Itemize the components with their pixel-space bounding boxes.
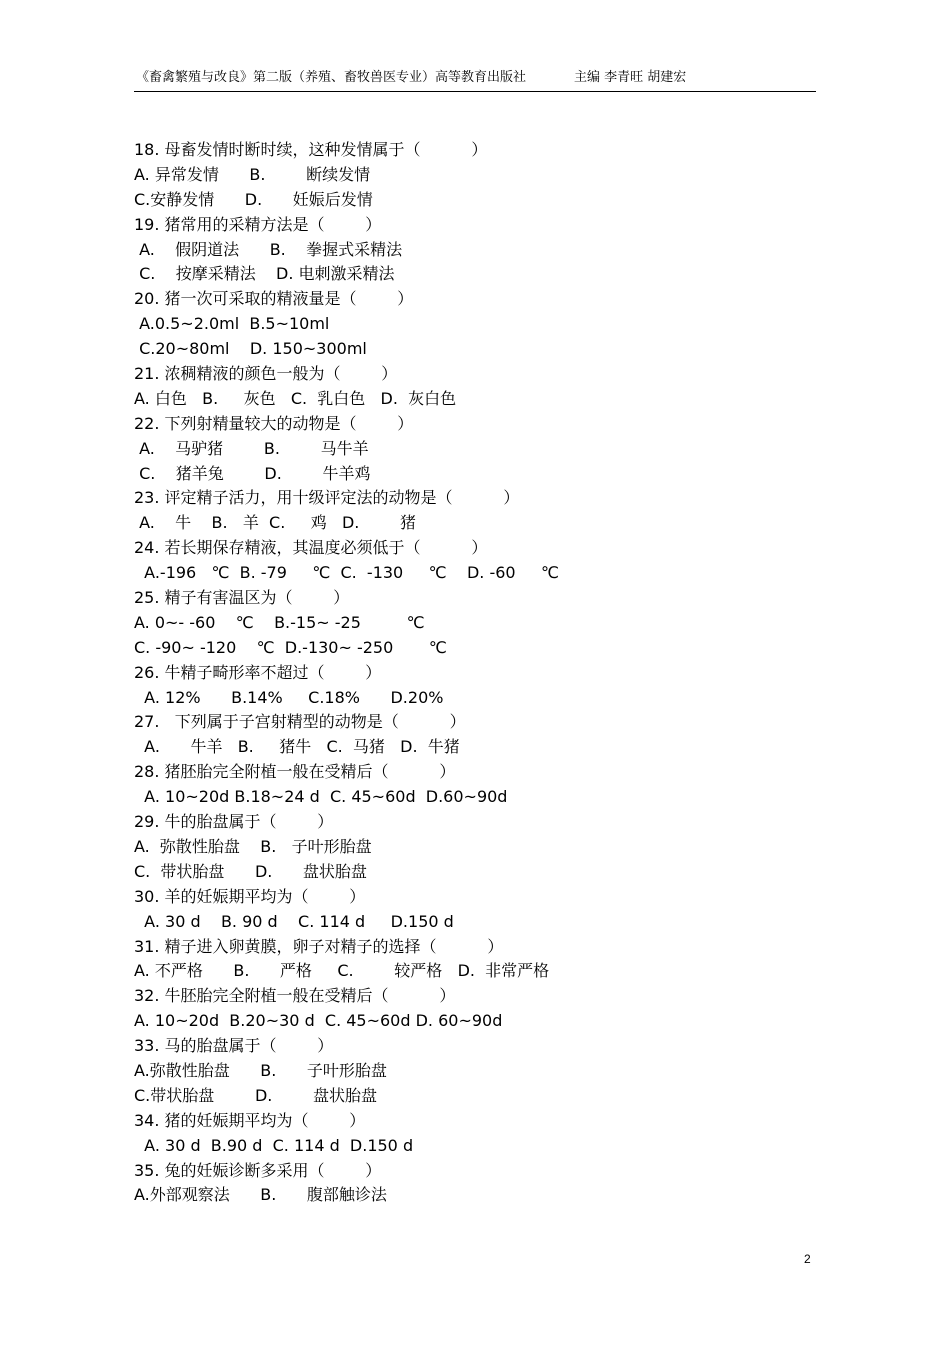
- option-line: A. 马驴猪 B. 马牛羊: [134, 438, 369, 458]
- question-line: 26. 牛精子畸形率不超过（ ）: [134, 662, 382, 682]
- header-book-title: 《畜禽繁殖与改良》第二版（养殖、畜牧兽医专业）高等教育出版社: [136, 70, 527, 85]
- question-line: 28. 猪胚胎完全附植一般在受精后（ ）: [134, 762, 456, 782]
- option-line: A.-196 ℃ B. -79 ℃ C. -130 ℃ D. -60 ℃: [134, 563, 559, 583]
- option-line: C.带状胎盘 D. 盘状胎盘: [134, 1085, 378, 1105]
- option-line: A. 白色 B. 灰色 C. 乳白色 D. 灰白色: [134, 388, 457, 408]
- option-line: A.弥散性胎盘 B. 子叶形胎盘: [134, 1060, 387, 1080]
- question-line: 33. 马的胎盘属于（ ）: [134, 1036, 334, 1056]
- question-line: 31. 精子进入卵黄膜，卵子对精子的选择（ ）: [134, 936, 504, 956]
- option-line: A. 10~20d B.20~30 d C. 45~60d D. 60~90d: [134, 1011, 503, 1031]
- question-line: 32. 牛胚胎完全附植一般在受精后（ ）: [134, 986, 456, 1006]
- option-line: A.0.5~2.0ml B.5~10ml: [134, 314, 330, 334]
- option-line: C. 带状胎盘 D. 盘状胎盘: [134, 861, 367, 881]
- option-line: A. 0~- -60 ℃ B.-15~ -25 ℃: [134, 612, 425, 632]
- option-line: A. 弥散性胎盘 B. 子叶形胎盘: [134, 836, 372, 856]
- option-line: C. 按摩采精法 D. 电刺激采精法: [134, 264, 395, 284]
- option-line: A. 异常发情 B. 断续发情: [134, 164, 371, 184]
- option-line: A. 牛羊 B. 猪牛 C. 马猪 D. 牛猪: [134, 737, 460, 757]
- question-line: 27. 下列属于子宫射精型的动物是（ ）: [134, 712, 466, 732]
- option-line: C.20~80ml D. 150~300ml: [134, 339, 367, 359]
- option-line: A. 不严格 B. 严格 C. 较严格 D. 非常严格: [134, 961, 550, 981]
- option-line: A.外部观察法 B. 腹部触诊法: [134, 1185, 387, 1205]
- option-line: A. 30 d B. 90 d C. 114 d D.150 d: [134, 911, 454, 931]
- page-header: [134, 66, 816, 92]
- option-line: A. 10~20d B.18~24 d C. 45~60d D.60~90d: [134, 787, 508, 807]
- question-line: 18. 母畜发情时断时续，这种发情属于（ ）: [134, 140, 488, 159]
- question-line: 22. 下列射精量较大的动物是（ ）: [134, 413, 414, 433]
- question-line: 25. 精子有害温区为（ ）: [134, 588, 350, 608]
- header-rule: [134, 91, 816, 92]
- question-line: 30. 羊的妊娠期平均为（ ）: [134, 886, 366, 906]
- question-list: [134, 138, 816, 1208]
- option-line: A. 假阴道法 B. 拳握式采精法: [134, 239, 403, 259]
- page-number: 2: [804, 1252, 811, 1266]
- option-line: A. 30 d B.90 d C. 114 d D.150 d: [134, 1135, 414, 1155]
- question-line: 29. 牛的胎盘属于（ ）: [134, 812, 334, 832]
- header-editors: 主编 李青旺 胡建宏: [574, 70, 687, 85]
- option-line: A. 牛 B. 羊 C. 鸡 D. 猪: [134, 513, 417, 533]
- question-line: 19. 猪常用的采精方法是（ ）: [134, 214, 382, 234]
- question-line: 24. 若长期保存精液，其温度必须低于（ ）: [134, 538, 488, 558]
- option-line: A. 12% B.14% C.18% D.20%: [134, 687, 444, 707]
- option-line: C. -90~ -120 ℃ D.-130~ -250 ℃: [134, 637, 447, 657]
- option-line: C.安静发情 D. 妊娠后发情: [134, 189, 373, 209]
- question-line: 34. 猪的妊娠期平均为（ ）: [134, 1110, 366, 1130]
- question-line: 23. 评定精子活力，用十级评定法的动物是（ ）: [134, 488, 520, 508]
- question-line: 21. 浓稠精液的颜色一般为（ ）: [134, 364, 398, 384]
- question-line: 35. 兔的妊娠诊断多采用（ ）: [134, 1160, 382, 1180]
- question-line: 20. 猪一次可采取的精液量是（ ）: [134, 289, 414, 309]
- option-line: C. 猪羊兔 D. 牛羊鸡: [134, 463, 371, 483]
